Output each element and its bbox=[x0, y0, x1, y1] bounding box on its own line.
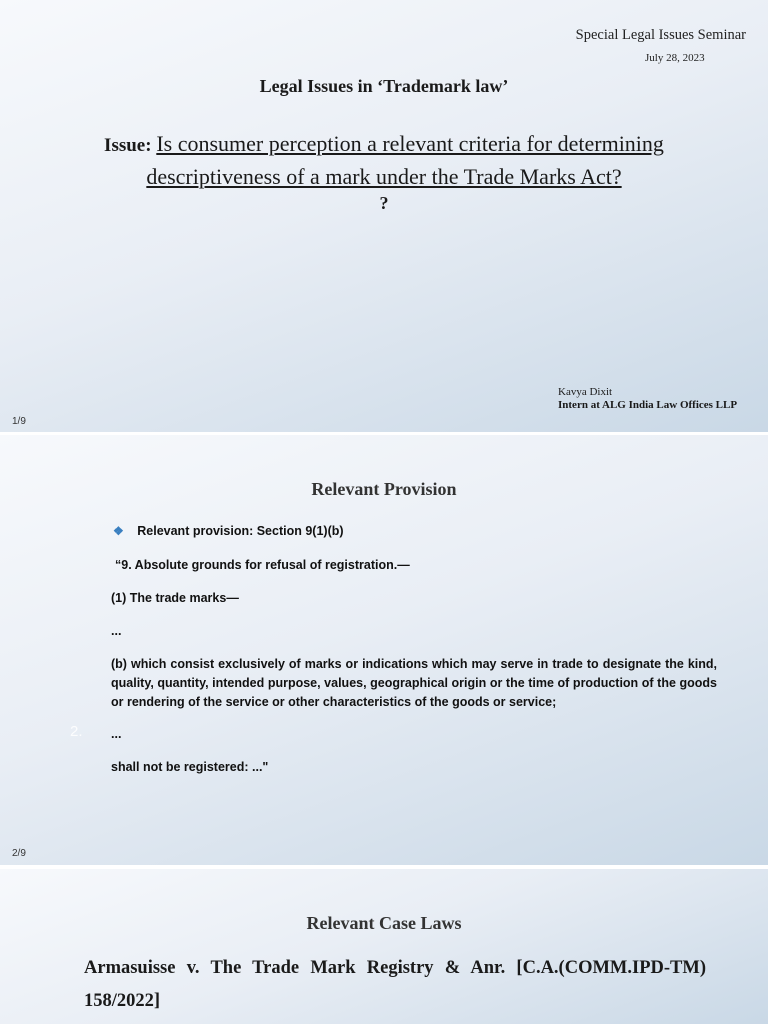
seminar-date: July 28, 2023 bbox=[645, 52, 705, 64]
ellipsis-text: ... bbox=[111, 624, 122, 638]
clause-b-text: (b) which consist exclusively of marks or indications which may serve in trade to designate the kind, quality, quantity, intended purpose, values, geographical origin or the time of production of the goods or rendering of the service or other characteristics of the goods or service; bbox=[111, 657, 717, 709]
seminar-title: Special Legal Issues Seminar bbox=[575, 27, 746, 43]
slide-3 bbox=[0, 869, 768, 1024]
bullet-item bbox=[113, 524, 344, 538]
slide-title: Relevant Provision bbox=[311, 479, 457, 499]
author-block bbox=[558, 386, 737, 412]
issue-text: Is consumer perception a relevant criteria for determining descriptiveness of a mark under the Trade Marks Act? bbox=[146, 131, 664, 189]
quote-heading: “9. Absolute grounds for refusal of registration.— bbox=[115, 558, 410, 572]
question-mark: ? bbox=[379, 193, 389, 213]
slide-title: Relevant Case Laws bbox=[306, 913, 462, 933]
issue-label: Issue: bbox=[104, 135, 157, 156]
case-reference: Armasuisse v. The Trade Mark Registry & Anr. [C.A.(COMM.IPD-TM) 158/2022] bbox=[84, 958, 706, 1011]
slide-1 bbox=[0, 0, 768, 432]
slide-2 bbox=[0, 435, 768, 865]
closing-text: shall not be registered: ..." bbox=[111, 760, 269, 774]
slide-title: Legal Issues in ‘Trademark law’ bbox=[259, 76, 509, 96]
author-name: Kavya Dixit bbox=[558, 386, 613, 398]
page-number: 1/9 bbox=[12, 416, 26, 427]
bullet-text: Relevant provision: Section 9(1)(b) bbox=[137, 524, 344, 538]
page-number: 2/9 bbox=[12, 848, 26, 859]
faint-number: 2. bbox=[70, 723, 83, 740]
issue-statement bbox=[60, 128, 708, 192]
diamond-bullet-icon: ❖ bbox=[113, 524, 124, 538]
ellipsis-text: ... bbox=[111, 727, 122, 741]
author-affiliation: Intern at ALG India Law Offices LLP bbox=[558, 399, 738, 411]
subsection-text: (1) The trade marks— bbox=[111, 591, 239, 605]
